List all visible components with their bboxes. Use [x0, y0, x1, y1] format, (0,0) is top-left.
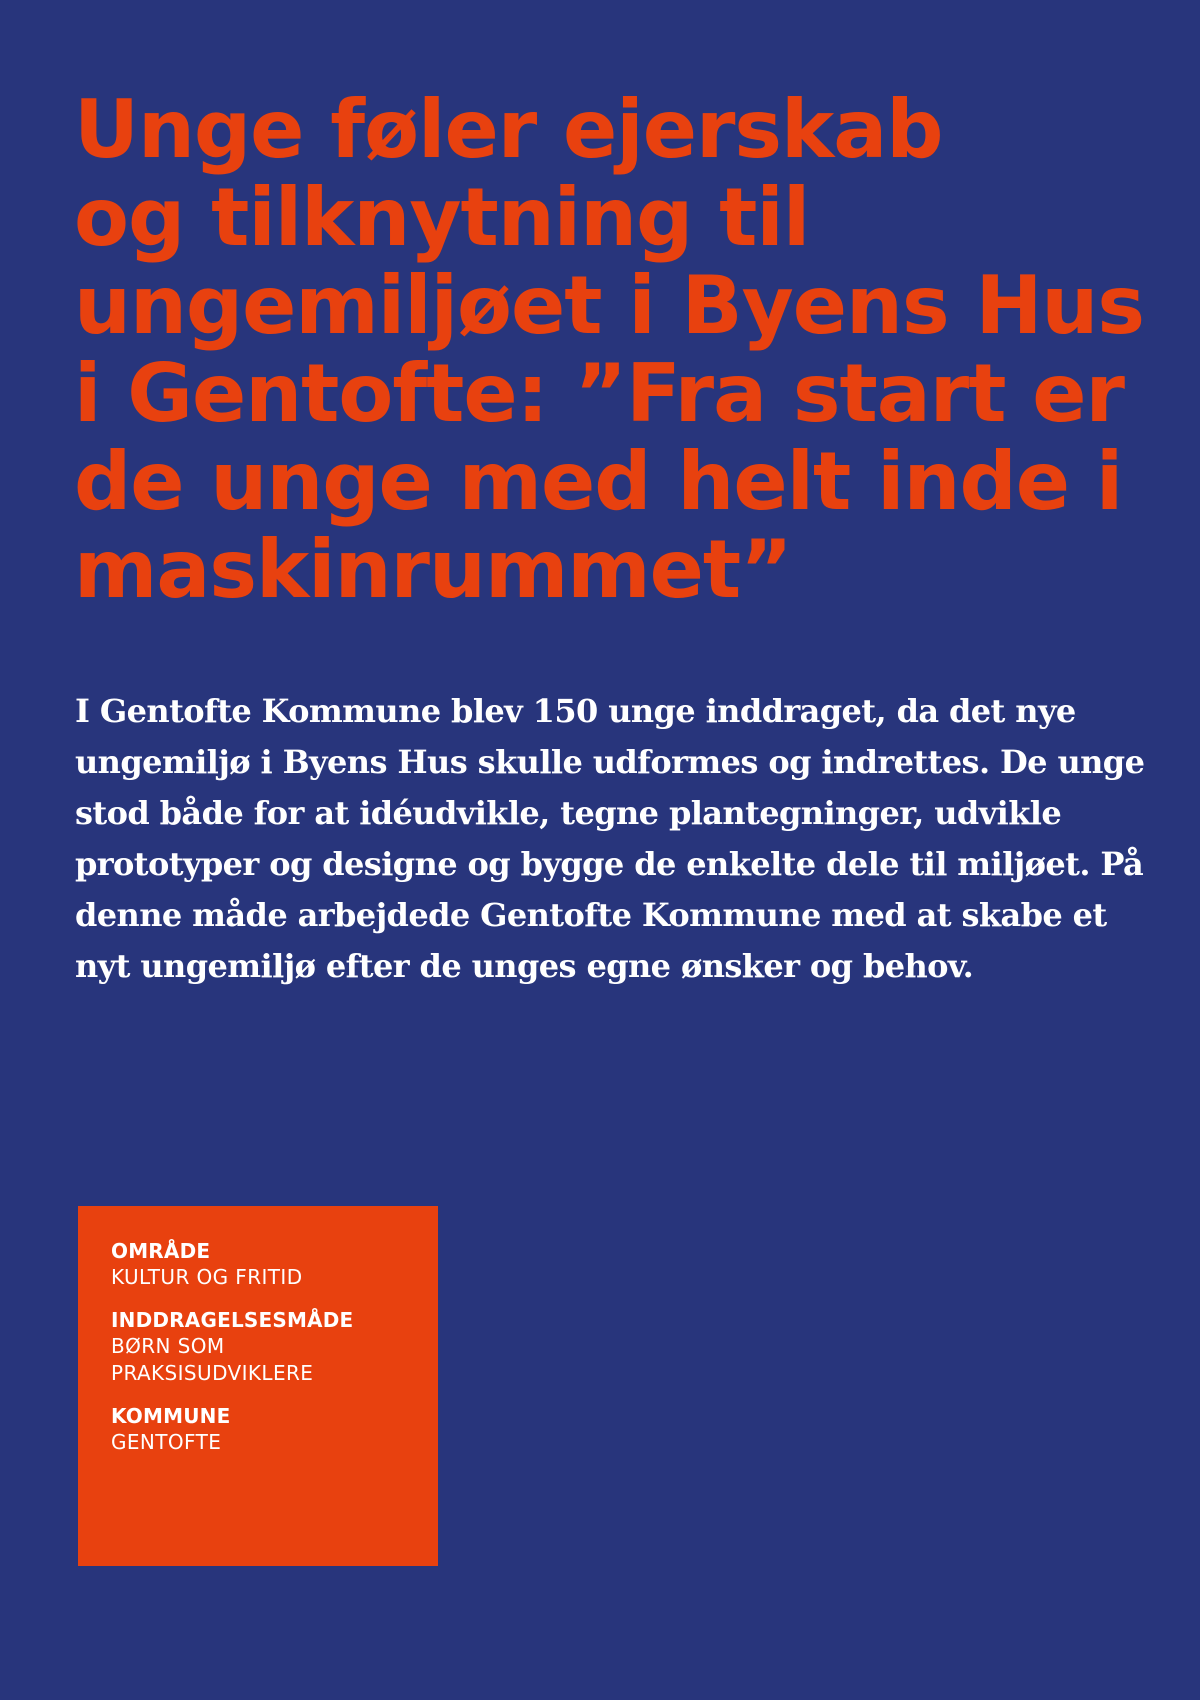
headline-line: i Gentofte: ”Fra start er — [74, 347, 1124, 440]
municipality-label: KOMMUNE — [111, 1404, 231, 1428]
info-box — [78, 1206, 438, 1566]
lead-line: prototyper og designe og bygge de enkelte dele til miljøet. På — [75, 845, 1144, 883]
info-group-municipality — [111, 1403, 438, 1456]
lead-line: I Gentofte Kommune blev 150 unge inddraget, da det nye — [75, 692, 1076, 730]
info-group-method — [111, 1307, 438, 1387]
method-value-line: BØRN SOM — [111, 1334, 225, 1358]
headline — [74, 83, 1164, 616]
lead-line: denne måde arbejdede Gentofte Kommune med at skabe et — [75, 896, 1107, 934]
municipality-value: GENTOFTE — [111, 1430, 222, 1454]
headline-line: og tilknytning til — [74, 171, 810, 264]
headline-line: Unge føler ejerskab — [74, 83, 943, 176]
method-value-line: PRAKSISUDVIKLERE — [111, 1361, 314, 1385]
lead-line: stod både for at idéudvikle, tegne plantegninger, udvikle — [75, 794, 1062, 832]
headline-line: de unge med helt inde i — [74, 435, 1123, 528]
lead-line: nyt ungemiljø efter de unges egne ønsker og behov. — [75, 947, 974, 985]
headline-line: ungemiljøet i Byens Hus — [74, 259, 1144, 352]
info-group-area — [111, 1238, 438, 1291]
area-value: KULTUR OG FRITID — [111, 1265, 303, 1289]
lead-line: ungemiljø i Byens Hus skulle udformes og indrettes. De unge — [75, 743, 1145, 781]
lead-paragraph — [75, 686, 1155, 992]
area-label: OMRÅDE — [111, 1239, 211, 1263]
headline-line: maskinrummet” — [74, 523, 792, 616]
method-label: INDDRAGELSESMÅDE — [111, 1308, 354, 1332]
